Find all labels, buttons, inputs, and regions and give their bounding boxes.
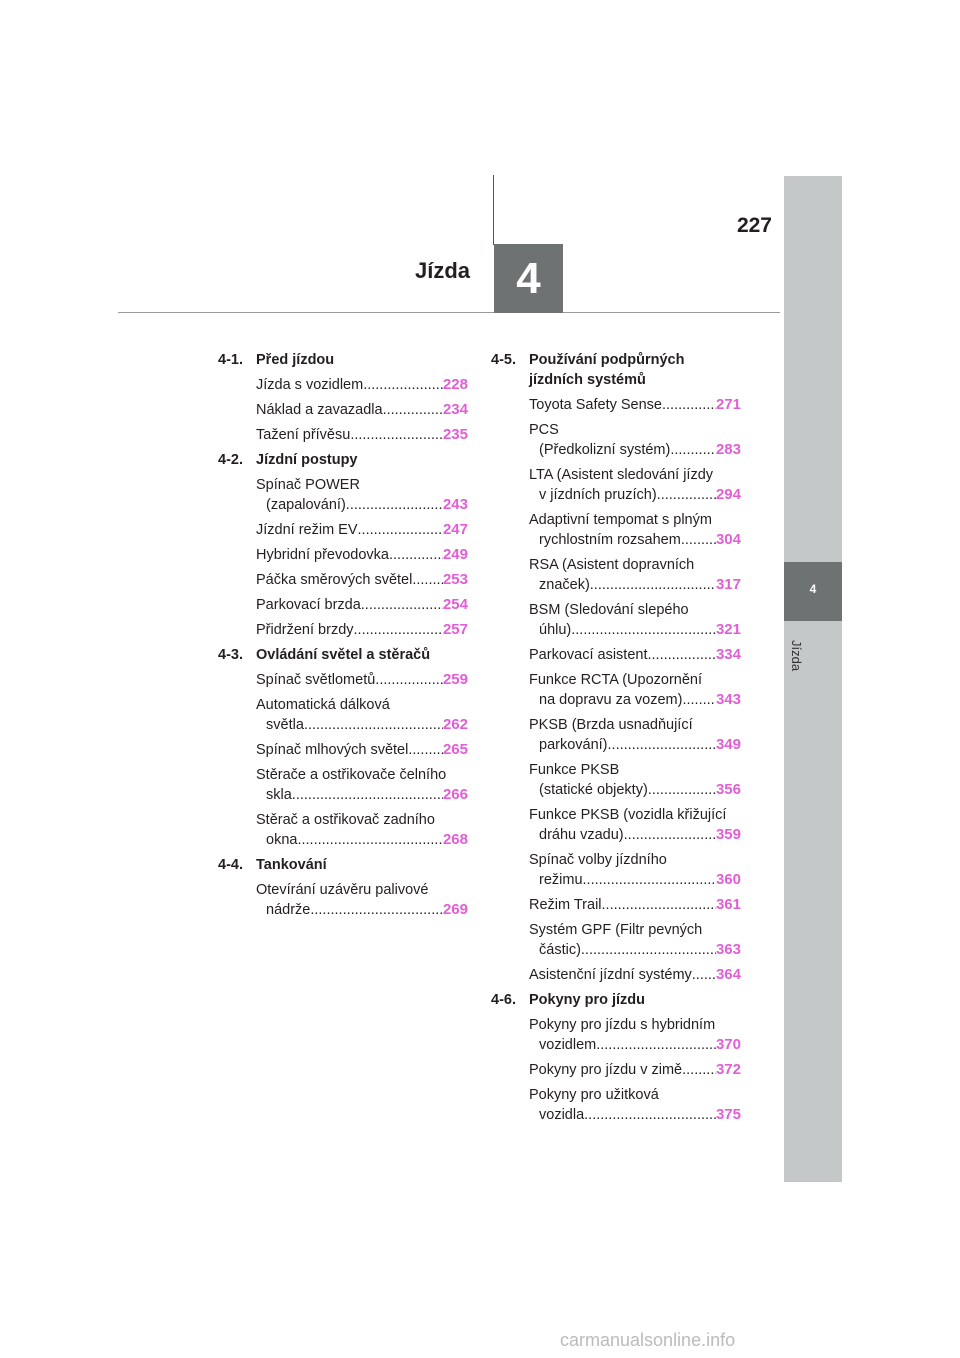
toc-entry-text: Tažení přívěsu bbox=[256, 427, 351, 443]
toc-entry-text: Toyota Safety Sense bbox=[529, 397, 662, 413]
toc-leader-dots bbox=[590, 575, 716, 595]
toc-section-title-line: Ovládání světel a stěračů bbox=[256, 647, 431, 663]
toc-entry-text: rychlostním rozsahem bbox=[539, 532, 681, 548]
side-tab-label: Jízda bbox=[789, 640, 804, 672]
toc-entry-text: Parkovací asistent bbox=[529, 647, 648, 663]
toc-entry-text: Spínač mlhových světel bbox=[256, 742, 409, 758]
toc-section-title bbox=[529, 350, 741, 390]
toc-page-link[interactable]: 359 bbox=[715, 826, 741, 843]
toc-section-title bbox=[256, 450, 468, 470]
toc-section[interactable] bbox=[218, 350, 468, 370]
side-tab-number: 4 bbox=[809, 582, 817, 596]
toc-entry-text: značek) bbox=[539, 577, 590, 593]
toc-entry[interactable] bbox=[529, 850, 741, 890]
toc-entry-text: Stěrač a ostřikovač zadního bbox=[256, 812, 435, 828]
toc-section-title-line: Tankování bbox=[256, 857, 327, 873]
toc-column-right bbox=[491, 346, 741, 1130]
toc-entry-text: Asistenční jízdní systémy bbox=[529, 967, 692, 983]
toc-section-title-line: Používání podpůrných bbox=[529, 352, 685, 368]
toc-entry[interactable] bbox=[529, 715, 741, 755]
toc-leader-dots bbox=[692, 965, 716, 985]
toc-entry-text: skla bbox=[266, 787, 292, 803]
toc-page-link[interactable]: 321 bbox=[715, 621, 741, 638]
toc-entry[interactable] bbox=[256, 545, 468, 565]
toc-page-link[interactable]: 249 bbox=[442, 546, 468, 563]
toc-entry[interactable] bbox=[256, 425, 468, 445]
toc-page-link[interactable]: 361 bbox=[715, 896, 741, 913]
toc-page-link[interactable]: 363 bbox=[715, 941, 741, 958]
toc-entry-text: vozidla bbox=[539, 1107, 585, 1123]
toc-entry[interactable] bbox=[256, 570, 468, 590]
toc-entry[interactable] bbox=[529, 965, 741, 985]
toc-page-link[interactable]: 349 bbox=[715, 736, 741, 753]
toc-entry[interactable] bbox=[256, 595, 468, 615]
toc-section[interactable] bbox=[218, 645, 468, 665]
toc-entry-text: Funkce PKSB (vozidla křižující bbox=[529, 807, 727, 823]
toc-leader-dots bbox=[596, 1035, 716, 1055]
toc-page-link[interactable]: 356 bbox=[715, 781, 741, 798]
toc-leader-dots bbox=[358, 520, 443, 540]
toc-leader-dots bbox=[657, 485, 716, 505]
toc-entry[interactable] bbox=[256, 375, 468, 395]
toc-entry[interactable] bbox=[256, 400, 468, 420]
toc-leader-dots bbox=[389, 545, 443, 565]
toc-leader-dots bbox=[670, 440, 716, 460]
toc-entry[interactable] bbox=[529, 1060, 741, 1080]
toc-entry-text: Systém GPF (Filtr pevných bbox=[529, 922, 703, 938]
toc-column-left bbox=[218, 346, 468, 925]
toc-entry-text: Náklad a zavazadla bbox=[256, 402, 383, 418]
toc-entry[interactable] bbox=[529, 895, 741, 915]
toc-page-link[interactable]: 364 bbox=[715, 966, 741, 983]
toc-leader-dots bbox=[682, 690, 716, 710]
toc-page-link[interactable]: 243 bbox=[442, 496, 468, 513]
toc-entry-text: vozidlem bbox=[539, 1037, 597, 1053]
toc-entry-text: RSA (Asistent dopravních bbox=[529, 557, 695, 573]
toc-section[interactable] bbox=[491, 350, 741, 390]
header-horizontal-rule bbox=[118, 312, 780, 313]
toc-entry-text: (zapalování) bbox=[266, 497, 346, 513]
toc-entry-text: LTA (Asistent sledování jízdy bbox=[529, 467, 714, 483]
toc-page-link[interactable]: 253 bbox=[442, 571, 468, 588]
toc-entry-text: Funkce RCTA (Upozornění bbox=[529, 672, 702, 688]
toc-leader-dots bbox=[292, 785, 443, 805]
toc-entry-text: režimu bbox=[539, 872, 583, 888]
toc-leader-dots bbox=[304, 715, 443, 735]
toc-page-link[interactable]: 266 bbox=[442, 786, 468, 803]
toc-leader-dots bbox=[681, 530, 716, 550]
toc-page-link[interactable]: 360 bbox=[715, 871, 741, 888]
chapter-number-box: 4 bbox=[494, 244, 563, 313]
toc-leader-dots bbox=[584, 1105, 716, 1125]
toc-leader-dots bbox=[354, 620, 443, 640]
toc-entry[interactable] bbox=[529, 645, 741, 665]
toc-page-link[interactable]: 247 bbox=[442, 521, 468, 538]
toc-entry-text: Spínač volby jízdního bbox=[529, 852, 667, 868]
toc-leader-dots bbox=[350, 425, 443, 445]
toc-entry-text: Páčka směrových světel bbox=[256, 572, 413, 588]
toc-entry-text: Adaptivní tempomat s plným bbox=[529, 512, 712, 528]
toc-leader-dots bbox=[583, 870, 716, 890]
toc-entry-text: Pokyny pro užitková bbox=[529, 1087, 659, 1103]
toc-entry-text: (statické objekty) bbox=[539, 782, 648, 798]
toc-page-link[interactable]: 235 bbox=[442, 426, 468, 443]
toc-entry-text: (Předkolizní systém) bbox=[539, 442, 671, 458]
toc-entry[interactable] bbox=[256, 740, 468, 760]
toc-section-number: 4-2. bbox=[218, 452, 243, 468]
toc-page-link[interactable]: 304 bbox=[715, 531, 741, 548]
toc-entry-text: parkování) bbox=[539, 737, 608, 753]
toc-entry-text: PKSB (Brzda usnadňující bbox=[529, 717, 693, 733]
toc-entry[interactable] bbox=[256, 475, 468, 515]
toc-leader-dots bbox=[608, 735, 716, 755]
toc-leader-dots bbox=[383, 400, 443, 420]
toc-page-link[interactable]: 228 bbox=[442, 376, 468, 393]
toc-leader-dots bbox=[408, 740, 443, 760]
toc-section[interactable] bbox=[218, 855, 468, 875]
toc-entry-text: Stěrače a ostřikovače čelního bbox=[256, 767, 447, 783]
toc-section-title bbox=[256, 350, 468, 370]
toc-leader-dots bbox=[363, 375, 443, 395]
toc-entry-text: Otevírání uzávěru palivové bbox=[256, 882, 429, 898]
toc-leader-dots bbox=[297, 830, 443, 850]
toc-entry-text: na dopravu za vozem) bbox=[539, 692, 683, 708]
toc-entry[interactable] bbox=[529, 395, 741, 415]
toc-page-link[interactable]: 268 bbox=[442, 831, 468, 848]
footer-watermark: carmanualsonline.info bbox=[560, 1330, 736, 1350]
toc-leader-dots bbox=[571, 620, 716, 640]
toc-section-number: 4-1. bbox=[218, 352, 243, 368]
toc-section[interactable] bbox=[491, 990, 741, 1010]
toc-page-link[interactable]: 269 bbox=[442, 901, 468, 918]
toc-entry-text: nádrže bbox=[266, 902, 311, 918]
toc-page-link[interactable]: 259 bbox=[442, 671, 468, 688]
toc-page-link[interactable]: 294 bbox=[715, 486, 741, 503]
toc-entry[interactable] bbox=[256, 810, 468, 850]
toc-page-link[interactable]: 265 bbox=[442, 741, 468, 758]
toc-entry[interactable] bbox=[256, 765, 468, 805]
toc-page-link[interactable]: 334 bbox=[715, 646, 741, 663]
toc-leader-dots bbox=[310, 900, 443, 920]
toc-leader-dots bbox=[581, 940, 716, 960]
toc-page-link[interactable]: 317 bbox=[715, 576, 741, 593]
toc-entry[interactable] bbox=[256, 620, 468, 640]
toc-entry-text: Pokyny pro jízdu s hybridním bbox=[529, 1017, 716, 1033]
toc-entry-text: světla bbox=[266, 717, 304, 733]
toc-entry-text: okna bbox=[266, 832, 298, 848]
toc-entry-text: Jízda s vozidlem bbox=[256, 377, 364, 393]
toc-leader-dots bbox=[648, 780, 716, 800]
toc-entry-text: Přidržení brzdy bbox=[256, 622, 354, 638]
toc-leader-dots bbox=[412, 570, 443, 590]
toc-section[interactable] bbox=[218, 450, 468, 470]
toc-leader-dots bbox=[346, 495, 443, 515]
toc-entry[interactable] bbox=[529, 555, 741, 595]
toc-page-link[interactable]: 254 bbox=[442, 596, 468, 613]
toc-section-title bbox=[256, 855, 468, 875]
toc-entry-text: Funkce PKSB bbox=[529, 762, 620, 778]
toc-entry-text: úhlu) bbox=[539, 622, 572, 638]
toc-page-link[interactable]: 283 bbox=[715, 441, 741, 458]
chapter-title: Jízda bbox=[414, 258, 470, 283]
toc-entry-text: Pokyny pro jízdu v zimě bbox=[529, 1062, 683, 1078]
toc-leader-dots bbox=[361, 595, 443, 615]
toc-entry[interactable] bbox=[529, 920, 741, 960]
toc-section-number: 4-5. bbox=[491, 352, 516, 368]
toc-leader-dots bbox=[662, 395, 716, 415]
toc-entry-text: dráhu vzadu) bbox=[539, 827, 624, 843]
toc-entry-text: Hybridní převodovka bbox=[256, 547, 389, 563]
toc-leader-dots bbox=[375, 670, 443, 690]
page-number: 227 bbox=[736, 214, 772, 237]
toc-page-link[interactable]: 375 bbox=[715, 1106, 741, 1123]
toc-entry-text: částic) bbox=[539, 942, 581, 958]
toc-section-number: 4-6. bbox=[491, 992, 516, 1008]
toc-page-link[interactable]: 257 bbox=[442, 621, 468, 638]
toc-section-title-line: Jízdní postupy bbox=[256, 452, 358, 468]
toc-entry-text: Spínač světlometů bbox=[256, 672, 376, 688]
toc-entry[interactable] bbox=[529, 760, 741, 800]
toc-entry[interactable] bbox=[529, 510, 741, 550]
toc-entry[interactable] bbox=[256, 695, 468, 735]
toc-entry-text: v jízdních pruzích) bbox=[539, 487, 657, 503]
toc-entry-text: BSM (Sledování slepého bbox=[529, 602, 689, 618]
toc-entry[interactable] bbox=[529, 420, 741, 460]
header-vertical-rule bbox=[493, 175, 494, 245]
toc-section-title-line: Před jízdou bbox=[256, 352, 335, 368]
toc-leader-dots bbox=[682, 1060, 716, 1080]
toc-entry-text: Spínač POWER bbox=[256, 477, 360, 493]
toc-entry[interactable] bbox=[256, 520, 468, 540]
toc-leader-dots bbox=[647, 645, 715, 665]
toc-page-link[interactable]: 372 bbox=[715, 1061, 741, 1078]
toc-entry-text: PCS bbox=[529, 422, 559, 438]
toc-entry[interactable] bbox=[529, 1085, 741, 1125]
toc-section-title-line: Pokyny pro jízdu bbox=[529, 992, 646, 1008]
toc-page-link[interactable]: 343 bbox=[715, 691, 741, 708]
toc-entry-text: Parkovací brzda bbox=[256, 597, 361, 613]
toc-entry[interactable] bbox=[256, 670, 468, 690]
toc-page-link[interactable]: 262 bbox=[442, 716, 468, 733]
toc-section-number: 4-3. bbox=[218, 647, 243, 663]
toc-entry-text: Režim Trail bbox=[529, 897, 602, 913]
toc-entry-text: Automatická dálková bbox=[256, 697, 390, 713]
toc-leader-dots bbox=[624, 825, 716, 845]
toc-entry-text: Jízdní režim EV bbox=[256, 522, 358, 538]
toc-section-title bbox=[256, 645, 468, 665]
toc-entry[interactable] bbox=[529, 465, 741, 505]
toc-section-number: 4-4. bbox=[218, 857, 243, 873]
toc-page-link[interactable]: 234 bbox=[442, 401, 468, 418]
toc-entry[interactable] bbox=[529, 805, 741, 845]
toc-section-title bbox=[529, 990, 741, 1010]
toc-leader-dots bbox=[602, 895, 716, 915]
toc-entry[interactable] bbox=[529, 600, 741, 640]
toc-page-link[interactable]: 271 bbox=[715, 396, 741, 413]
toc-entry[interactable] bbox=[256, 880, 468, 920]
toc-page-link[interactable]: 370 bbox=[715, 1036, 741, 1053]
toc-entry[interactable] bbox=[529, 670, 741, 710]
toc-section-title-line: jízdních systémů bbox=[529, 372, 646, 388]
toc-entry[interactable] bbox=[529, 1015, 741, 1055]
